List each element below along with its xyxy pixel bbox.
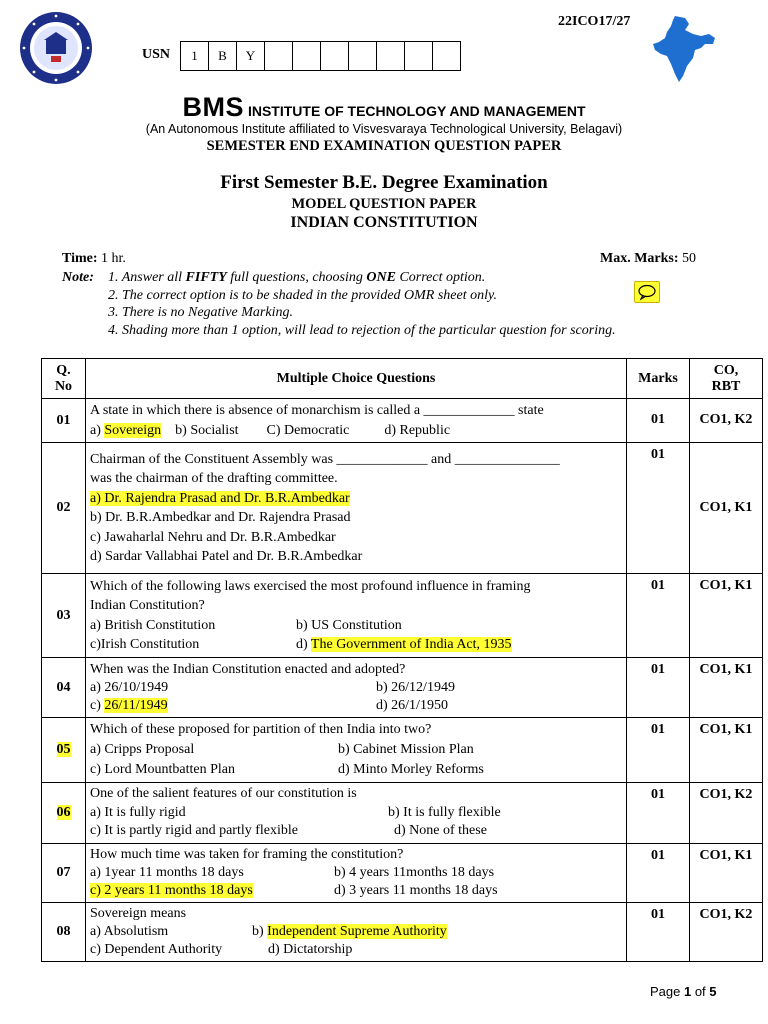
question-marks: 01 <box>627 399 690 443</box>
usn-box[interactable] <box>405 42 433 70</box>
institute-bms: BMS <box>182 92 244 122</box>
correct-option: c) 2 years 11 months 18 days <box>90 882 253 898</box>
page-number: Page 1 of 5 <box>650 984 717 999</box>
affiliation-line: (An Autonomous Institute affiliated to Visvesvaraya Technological University, Belagavi) <box>145 122 623 136</box>
usn-box[interactable] <box>377 42 405 70</box>
note-1: 1. Answer all FIFTY full questions, choosing ONE Correct option. <box>108 270 486 285</box>
table-row <box>42 658 763 718</box>
table-row <box>42 443 763 574</box>
correct-option: Sovereign <box>104 422 162 438</box>
question-co: CO1, K2 <box>690 783 763 844</box>
question-co: CO1, K1 <box>690 843 763 902</box>
note-2: 2. The correct option is to be shaded in the provided OMR sheet only. <box>108 288 497 303</box>
usn-label: USN <box>142 47 171 62</box>
question-number: 02 <box>42 443 86 574</box>
correct-option: Independent Supreme Authority <box>267 923 447 939</box>
question-marks: 01 <box>627 843 690 902</box>
table-row <box>42 843 763 902</box>
question-text: One of the salient features of our constitution is a) It is fully rigid b) It is fully flexible c) It is partly rigid and partly flexible d) None of these <box>86 783 627 844</box>
question-marks: 01 <box>627 783 690 844</box>
co-header: CO, RBT <box>690 359 763 399</box>
qno-header: Q. No <box>42 359 86 399</box>
max-marks-info <box>600 251 696 267</box>
question-text: How much time was taken for framing the constitution? a) 1year 11 months 18 days b) 4 years 11months 18 days c) 2 years 11 months 18 days d) 3 years 11 months 18 days <box>86 843 627 902</box>
question-co: CO1, K1 <box>690 574 763 658</box>
table-row <box>42 902 763 961</box>
correct-option: 26/11/1949 <box>104 697 168 713</box>
correct-option: a) Dr. Rajendra Prasad and Dr. B.R.Ambedkar <box>90 490 350 506</box>
marks-header: Marks <box>627 359 690 399</box>
degree-title: First Semester B.E. Degree Examination <box>220 172 548 193</box>
usn-box[interactable]: Y <box>237 42 265 70</box>
paper-kind: MODEL QUESTION PAPER <box>291 196 477 212</box>
usn-box[interactable] <box>433 42 460 70</box>
india-map-icon <box>645 14 717 84</box>
question-table <box>41 358 763 962</box>
question-marks: 01 <box>627 574 690 658</box>
subject-title: INDIAN CONSTITUTION <box>290 214 478 231</box>
question-header: Multiple Choice Questions <box>86 359 627 399</box>
usn-box[interactable]: B <box>209 42 237 70</box>
question-number: 05 <box>42 718 86 783</box>
question-text: Which of these proposed for partition of then India into two? a) Cripps Proposal b) Cabinet Mission Plan c) Lord Mountbatten Plan d) Minto Morley Reforms <box>86 718 627 783</box>
table-row <box>42 574 763 658</box>
usn-box[interactable] <box>349 42 377 70</box>
question-text: Sovereign means a) Absolutism b) Independent Supreme Authority c) Dependent Authority d) Dictatorship <box>86 902 627 961</box>
comment-icon[interactable] <box>634 281 660 303</box>
institute-title <box>0 92 768 123</box>
note-4: 4. Shading more than 1 option, will lead to rejection of the particular question for scoring. <box>108 323 616 338</box>
question-marks: 01 <box>627 443 690 574</box>
note-label: Note: <box>62 270 94 285</box>
question-co: CO1, K1 <box>690 718 763 783</box>
time-value: 1 hr. <box>101 251 126 266</box>
exam-type: SEMESTER END EXAMINATION QUESTION PAPER <box>206 138 562 154</box>
time-info <box>62 251 126 267</box>
institute-name: INSTITUTE OF TECHNOLOGY AND MANAGEMENT <box>247 103 586 119</box>
question-number: 01 <box>42 399 86 443</box>
question-text: Which of the following laws exercised the most profound influence in framing Indian Constitution? a) British Constitution b) US Constitution c)Irish Constitution d) The Government of India Act, 1935 <box>86 574 627 658</box>
table-row <box>42 399 763 443</box>
table-header <box>42 359 763 399</box>
note-3: 3. There is no Negative Marking. <box>108 305 293 320</box>
question-co: CO1, K2 <box>690 399 763 443</box>
usn-box[interactable] <box>321 42 349 70</box>
question-number: 07 <box>42 843 86 902</box>
question-co: CO1, K1 <box>690 443 763 574</box>
question-co: CO1, K2 <box>690 902 763 961</box>
question-number: 04 <box>42 658 86 718</box>
usn-box[interactable]: 1 <box>181 42 209 70</box>
institute-logo <box>18 10 94 86</box>
question-co: CO1, K1 <box>690 658 763 718</box>
usn-box[interactable] <box>293 42 321 70</box>
usn-input-boxes[interactable] <box>180 41 461 71</box>
max-marks-value: 50 <box>682 251 697 266</box>
question-number: 08 <box>42 902 86 961</box>
paper-code: 22ICO17/27 <box>558 14 631 29</box>
question-marks: 01 <box>627 902 690 961</box>
table-row <box>42 783 763 844</box>
question-marks: 01 <box>627 658 690 718</box>
question-text: When was the Indian Constitution enacted and adopted? a) 26/10/1949 b) 26/12/1949 c) 26/11/1949 d) 26/1/1950 <box>86 658 627 718</box>
question-text: A state in which there is absence of monarchism is called a _____________ state a) Sovereign b) Socialist C) Democratic d) Republic <box>86 399 627 443</box>
question-text: Chairman of the Constituent Assembly was _____________ and _______________ was the chairman of the drafting committee. a) Dr. Rajendra Prasad and Dr. B.R.Ambedkar b) Dr. B.R.Ambedkar and Dr. Rajendra Prasad c) Jawaharlal Nehru and Dr. B.R.Ambedkar d) Sardar Vallabhai Patel and Dr. B.R.Ambedkar <box>86 443 627 574</box>
correct-option: The Government of India Act, 1935 <box>310 637 512 652</box>
table-row <box>42 718 763 783</box>
time-label: Time: <box>62 251 98 266</box>
question-number: 06 <box>42 783 86 844</box>
usn-box[interactable] <box>265 42 293 70</box>
question-number: 03 <box>42 574 86 658</box>
question-marks: 01 <box>627 718 690 783</box>
max-marks-label: Max. Marks: <box>600 251 679 266</box>
